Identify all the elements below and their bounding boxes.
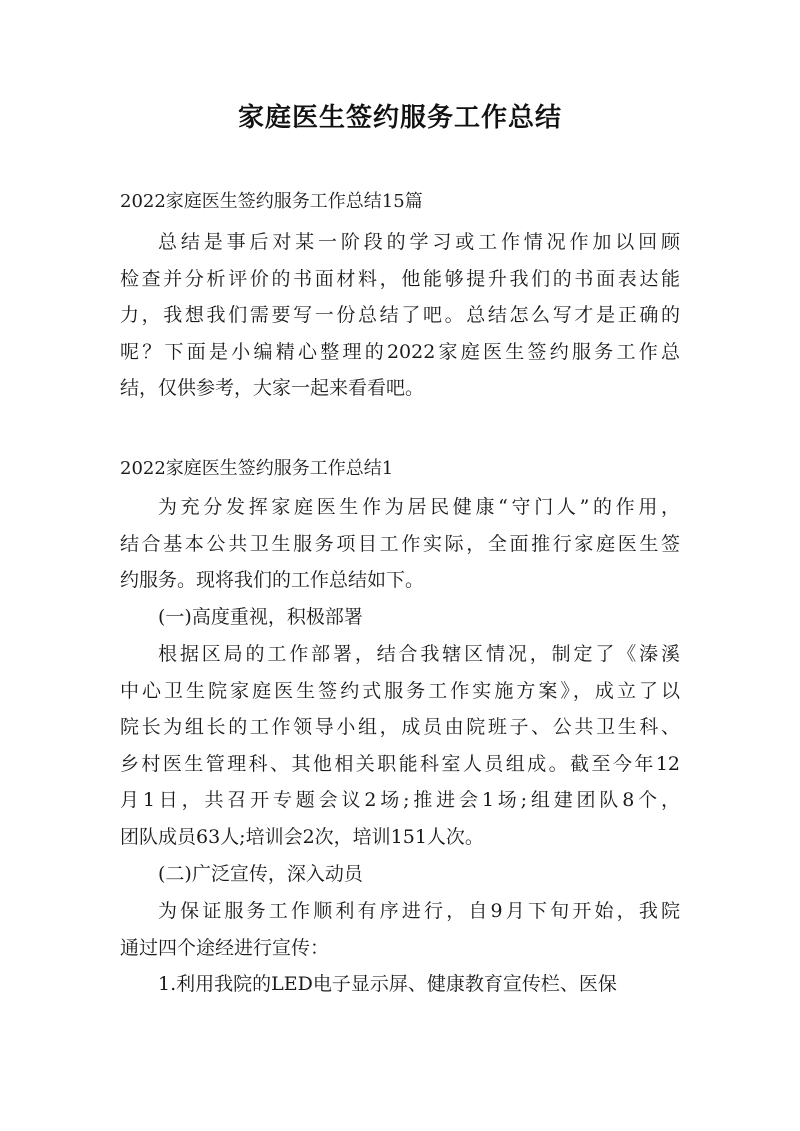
series-heading: 2022家庭医生签约服务工作总结15篇 bbox=[120, 191, 423, 212]
paragraph-line: 检查并分析评价的书面材料，他能够提升我们的书面表达能 bbox=[120, 267, 680, 290]
paragraph-line: 中心卫生院家庭医生签约式服务工作实施方案》，成立了以 bbox=[120, 679, 680, 702]
paragraph-line: 1.利用我院的LED电子显示屏、健康教育宣传栏、医保 bbox=[158, 973, 617, 995]
part2-paragraph bbox=[120, 893, 680, 1003]
paragraph-line: 月1日，共召开专题会议2场;推进会1场;组建团队8个， bbox=[120, 789, 680, 811]
paragraph-line: 院长为组长的工作领导小组，成员由院班子、公共卫生科、 bbox=[120, 716, 680, 738]
paragraph-line: 总结是事后对某一阶段的学习或工作情况作加以回顾 bbox=[158, 231, 680, 253]
document-title: 家庭医生签约服务工作总结 bbox=[237, 103, 562, 133]
paragraph-line: 为充分发挥家庭医生作为居民健康“守门人”的作用， bbox=[158, 496, 680, 518]
paragraph-line: 结，仅供参考，大家一起来看看吧。 bbox=[120, 377, 425, 399]
part1-paragraph bbox=[120, 636, 680, 855]
section1-paragraph bbox=[120, 489, 680, 599]
paragraph-line: 为保证服务工作顺利有序进行，自9月下旬开始，我院 bbox=[158, 900, 680, 922]
paragraph-line: 团队成员63人;培训会2次，培训151人次。 bbox=[120, 825, 484, 848]
part2-heading: (二)广泛宣传，深入动员 bbox=[158, 863, 363, 885]
intro-paragraph bbox=[120, 224, 680, 407]
paragraph-line: 根据区局的工作部署，结合我辖区情况，制定了《溱溪 bbox=[158, 643, 680, 665]
paragraph-line: 结合基本公共卫生服务项目工作实际，全面推行家庭医生签 bbox=[120, 532, 680, 555]
paragraph-line: 乡村医生管理科、其他相关职能科室人员组成。截至今年12 bbox=[120, 752, 680, 775]
part1-heading: (一)高度重视，积极部署 bbox=[158, 606, 363, 628]
paragraph-line: 呢？下面是小编精心整理的2022家庭医生签约服务工作总 bbox=[120, 340, 680, 363]
section-heading: 2022家庭医生签约服务工作总结1 bbox=[120, 458, 394, 479]
paragraph-line: 力，我想我们需要写一份总结了吧。总结怎么写才是正确的 bbox=[120, 304, 680, 326]
paragraph-line: 通过四个途经进行宣传： bbox=[120, 936, 330, 959]
paragraph-line: 约服务。现将我们的工作总结如下。 bbox=[120, 569, 425, 591]
